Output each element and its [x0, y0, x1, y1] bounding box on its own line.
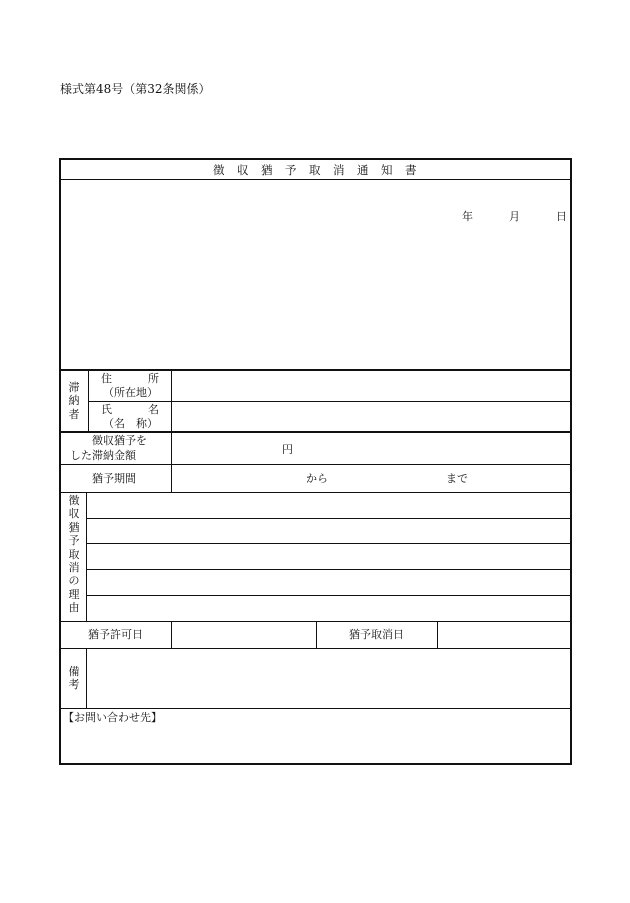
- address-field[interactable]: [173, 371, 569, 400]
- permit-date-field[interactable]: [173, 623, 314, 647]
- reason-label: 徴 収 猶 予 取 消 の 理 由: [68, 494, 80, 615]
- period-field[interactable]: [173, 466, 569, 491]
- name-field[interactable]: [173, 402, 569, 430]
- name-label: 氏 名: [101, 403, 159, 416]
- contact-field[interactable]: [62, 726, 569, 762]
- address-sublabel: （所在地）: [103, 386, 158, 399]
- contact-label: 【お問い合わせ先】: [63, 711, 162, 724]
- cancel-date-label: 猶予取消日: [349, 628, 404, 641]
- remarks-label: 備 考: [68, 665, 80, 692]
- amount-label-line2: した滞納金額: [70, 449, 136, 462]
- amount-label-line1: 徴収猶予を: [92, 434, 147, 447]
- amount-unit: 円: [282, 443, 293, 456]
- period-from: から: [306, 472, 328, 485]
- period-label: 猶予期間: [92, 472, 136, 485]
- amount-field[interactable]: [173, 433, 569, 463]
- address-label: 住 所: [101, 372, 159, 385]
- date-year-label: 年: [462, 210, 473, 223]
- form-title: 徴収猶予取消通知書: [213, 163, 429, 177]
- reason-field[interactable]: [88, 494, 569, 620]
- permit-date-label: 猶予許可日: [88, 628, 143, 641]
- cancel-date-field[interactable]: [439, 623, 569, 647]
- name-sublabel: （名 称）: [103, 417, 158, 430]
- date-month-label: 月: [509, 210, 520, 223]
- period-to: まで: [446, 472, 468, 485]
- taxpayer-label: 滞 納 者: [68, 381, 80, 421]
- title-divider: [60, 179, 571, 180]
- date-day-label: 日: [556, 210, 567, 223]
- form-number: 様式第48号（第32条関係）: [60, 82, 211, 96]
- remarks-field[interactable]: [88, 650, 569, 707]
